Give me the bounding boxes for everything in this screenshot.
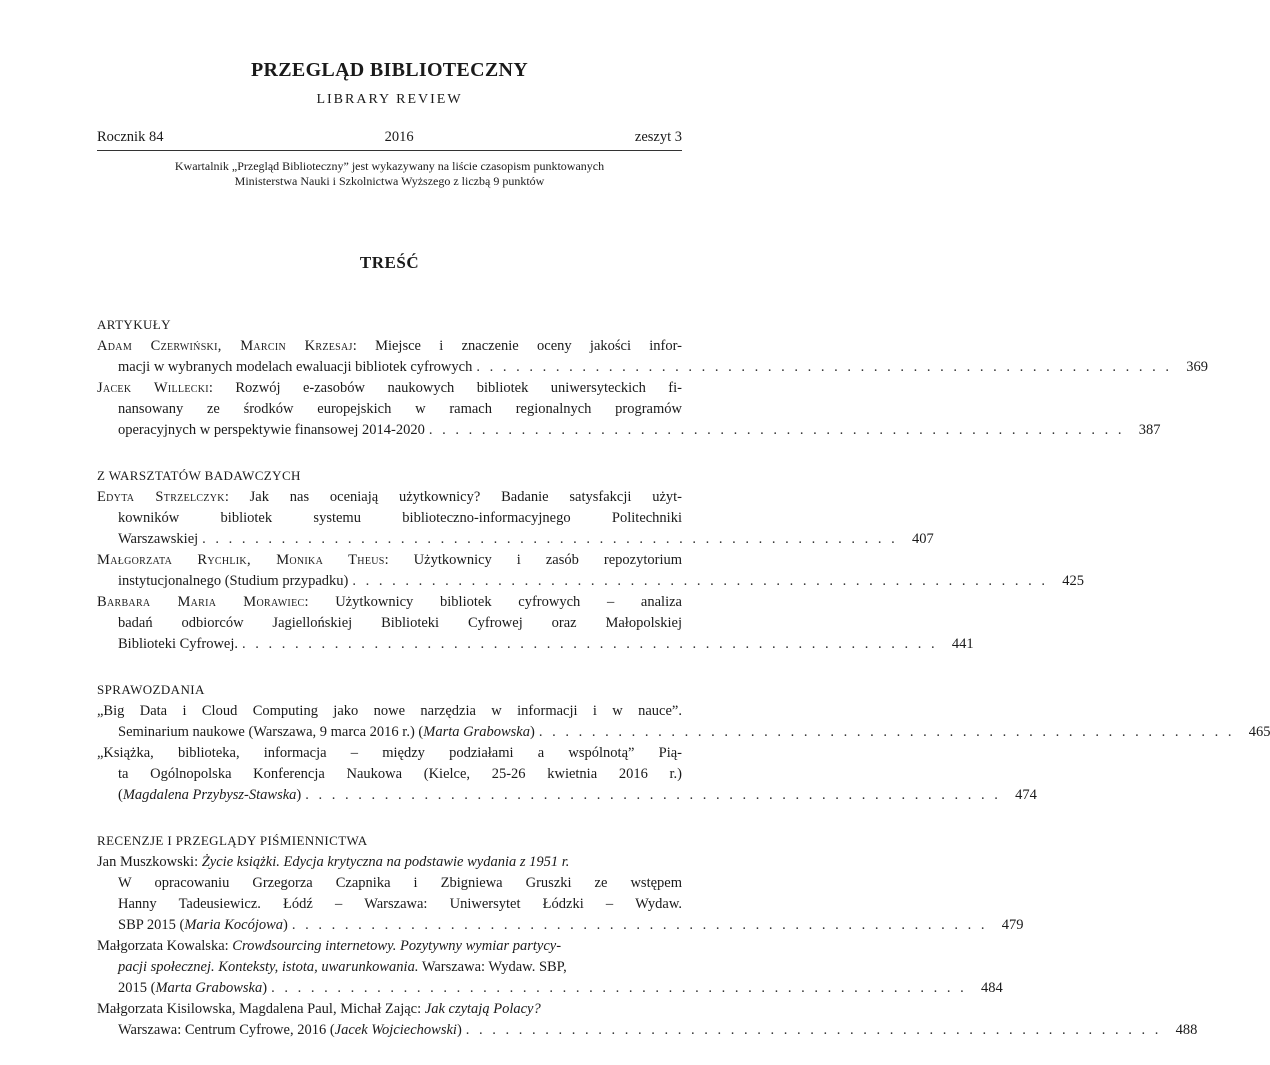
entry-title-line: „Big Data i Cloud Computing jako nowe narzędzia w informacji i w nauce”. [97,703,682,719]
dot-leader: . . . . . . . . . . . . . . . . . . . . . . . . . . . . . . . . . . . . . . . . . . . . . . . . . . . . . [465,1022,1162,1038]
entry-authors: Małgorzata Kisilowska, Magdalena Paul, Michał Zając: [97,1001,425,1017]
entry-page-number: 465 [1248,724,1270,740]
entry-title-line: Biblioteki Cyfrowej. [118,636,239,652]
entry-authors: Barbara Maria Morawiec [97,594,305,610]
notice-line: Ministerstwa Nauki i Szkolnictwa Wyższego z liczbą 9 punktów [234,174,545,188]
closing-paren: ) [530,724,535,740]
entry-title-line: ta Ogólnopolska Konferencja Naukowa (Kielce, 25-26 kwietnia 2016 r.) [118,766,682,782]
toc-entry[interactable]: Małgorzata Rychlik, Monika Theus: Użytkownicy i zasób repozytorium instytucjonalnego (Studium przypadku) . . . . . . . . . . . . . . . . . . . . . . . . . . . . . . . . . . . . . . . . . . . . . . . . . . . . . 425 [97,550,682,592]
entry-reviewer: Marta Grabowska [155,980,263,996]
entry-page-number: 484 [980,980,1003,996]
dot-leader: . . . . . . . . . . . . . . . . . . . . . . . . . . . . . . . . . . . . . . . . . . . . . . . . . . . . . [271,980,967,996]
entry-title-line: Hanny Tadeusiewicz. Łódź – Warszawa: Uniwersytet Łódzki – Wydaw. [118,896,682,912]
toc-entry[interactable] [97,743,1037,806]
toc-entry[interactable]: Adam Czerwiński, Marcin Krzesaj: Miejsce i znaczenie oceny jakości infor- macji w wybranych modelach ewaluacji bibliotek cyfrowych . . . . . . . . . . . . . . . . . . . . . . . . . . . . . . . . . . . . . . . . . . . . . . . . . . . . . 369 [97,336,682,378]
toc-entry[interactable]: Edyta Strzelczyk: Jak nas oceniają użytkownicy? Badanie satysfakcji użyt- kowników bibliotek systemu biblioteczno-informacyjnego Politechniki Warszawskiej . . . . . . . . . . . . . . . . . . . . . . . . . . . . . . . . . . . . . . . . . . . . . . . . . . . . . 407 [97,487,682,550]
ranking-notice [97,159,682,189]
dot-leader: . . . . . . . . . . . . . . . . . . . . . . . . . . . . . . . . . . . . . . . . . . . . . . . . . . . . . [428,422,1125,438]
closing-paren: ) [262,980,268,996]
entry-title-line: macji w wybranych modelach ewaluacji bibliotek cyfrowych [118,359,473,375]
entry-page-number: 407 [912,531,934,547]
entry-title-line: nansowany ze środków europejskich w ramach regionalnych programów [118,401,682,417]
table-of-contents [97,314,1270,1041]
entry-title-line: „Książka, biblioteka, informacja – między podziałami a wspólnotą” Pią- [97,745,682,761]
dot-leader: . . . . . . . . . . . . . . . . . . . . . . . . . . . . . . . . . . . . . . . . . . . . . . . . . . . . . [305,787,1001,803]
journal-page [97,0,1270,1065]
entry-authors: Małgorzata Kowalska: [97,938,233,954]
toc-entry[interactable]: Jacek Willecki: Rozwój e-zasobów naukowych bibliotek uniwersyteckich fi- nansowany ze środków europejskich w ramach regionalnych programów operacyjnych w perspektywie finansowej 2014-2020 . . . . . . . . . . . . . . . . . . . . . . . . . . . . . . . . . . . . . . . . . . . . . . . . . . . . . 387 [97,378,682,441]
toc-entry[interactable] [97,936,1003,999]
journal-title: PRZEGLĄD BIBLIOTECZNY [251,59,528,81]
section-reviews [97,830,1198,1041]
entry-page-number: 488 [1175,1022,1198,1038]
section-articles [97,314,1208,441]
toc-entry[interactable] [97,999,1198,1041]
entry-title-line: kowników bibliotek systemu biblioteczno-informacyjnego Politechniki [118,510,682,526]
section-reports [97,679,1270,806]
notice-line: Kwartalnik „Przegląd Biblioteczny” jest wykazywany na liście czasopism punktowanych [174,159,605,173]
entry-page-number: 387 [1138,422,1161,438]
entry-title-line: operacyjnych w perspektywie finansowej 2014-2020 [118,422,425,438]
journal-subtitle: LIBRARY REVIEW [316,92,463,107]
section-research-workshop [97,465,1084,655]
closing-paren: ) [296,787,302,803]
entry-authors: Jacek Willecki [97,380,209,396]
entry-authors: Edyta Strzelczyk [97,489,225,505]
dot-leader: . . . . . . . . . . . . . . . . . . . . . . . . . . . . . . . . . . . . . . . . . . . . . . . . . . . . . [202,531,898,547]
entry-title-line: badań odbiorców Jagiellońskiej Biblioteki Cyfrowej oraz Małopolskiej [118,615,682,631]
entry-title-line: Warszawskiej [118,531,199,547]
header-divider [97,150,682,151]
entry-title-line: Rozwój e-zasobów naukowych bibliotek uniwersyteckich fi- [235,380,682,396]
dot-leader: . . . . . . . . . . . . . . . . . . . . . . . . . . . . . . . . . . . . . . . . . . . . . . . . . . . . . [476,359,1172,375]
entry-reviewer: Marta Grabowska [423,724,530,740]
entry-title-line: Warszawa: Wydaw. SBP, [418,959,567,975]
entry-authors: Adam Czerwiński, Marcin Krzesaj [97,338,353,354]
entry-title-line: pacji społecznej. Konteksty, istota, uwarunkowania. [118,959,419,975]
dot-leader: . . . . . . . . . . . . . . . . . . . . . . . . . . . . . . . . . . . . . . . . . . . . . . . . . . . . . [352,573,1048,589]
entry-page-number: 425 [1062,573,1084,589]
entry-authors: Jan Muszkowski: [97,854,202,870]
entry-title-line: Jak czytają Polacy? [424,1001,541,1017]
entry-reviewer: Jacek Wojciechowski [334,1022,457,1038]
toc-heading: TREŚĆ [359,253,420,272]
entry-authors: Małgorzata Rychlik, Monika Theus [97,552,385,568]
opening-paren: ( [118,787,123,803]
dot-leader: . . . . . . . . . . . . . . . . . . . . . . . . . . . . . . . . . . . . . . . . . . . . . . . . . . . . . [538,724,1235,740]
closing-paren: ) [283,917,288,933]
issue-label: zeszyt 3 [634,129,682,145]
toc-entry[interactable] [97,852,1024,936]
entry-title-line: Seminarium naukowe (Warszawa, 9 marca 2016 r.) ( [118,724,424,740]
issue-meta [97,127,682,147]
entry-title-line: Crowdsourcing internetowy. Pozytywny wymiar partycy- [232,938,562,954]
entry-page-number: 369 [1186,359,1208,375]
entry-title-line: instytucjonalnego (Studium przypadku) [118,573,349,589]
entry-title-line: 2015 ( [118,980,156,996]
section-title: Z WARSZTATÓW BADAWCZYCH [97,468,301,483]
section-title: SPRAWOZDANIA [97,682,205,697]
entry-title-line: Miejsce i znaczenie oceny jakości infor- [375,338,682,354]
volume-label: Rocznik 84 [97,129,164,145]
entry-page-number: 474 [1015,787,1037,803]
entry-page-number: 479 [1001,917,1024,933]
section-title: ARTYKUŁY [97,317,171,332]
entry-title-line: Użytkownicy bibliotek cyfrowych – analiza [335,594,682,610]
section-title: RECENZJE I PRZEGLĄDY PIŚMIENNICTWA [97,833,368,848]
entry-title-line: SBP 2015 ( [118,917,185,933]
entry-reviewer: Magdalena Przybysz-Stawska [122,787,297,803]
entry-title-line: W opracowaniu Grzegorza Czapnika i Zbigniewa Gruszki ze wstępem [118,875,682,891]
toc-entry[interactable]: Barbara Maria Morawiec: Użytkownicy bibliotek cyfrowych – analiza badań odbiorców Jagiellońskiej Biblioteki Cyfrowej oraz Małopolskiej Biblioteki Cyfrowej. . . . . . . . . . . . . . . . . . . . . . . . . . . . . . . . . . . . . . . . . . . . . . . . . . . . . . 441 [97,592,682,655]
entry-reviewer: Maria Kocójowa [184,917,284,933]
entry-title-line: Życie książki. Edycja krytyczna na podstawie wydania z 1951 r. [201,854,570,870]
dot-leader: . . . . . . . . . . . . . . . . . . . . . . . . . . . . . . . . . . . . . . . . . . . . . . . . . . . . . [291,917,988,933]
entry-title-line: Warszawa: Centrum Cyfrowe, 2016 ( [118,1022,335,1038]
dot-leader: . . . . . . . . . . . . . . . . . . . . . . . . . . . . . . . . . . . . . . . . . . . . . . . . . . . . . [242,636,938,652]
year-label: 2016 [384,129,414,145]
entry-title-line: Jak nas oceniają użytkownicy? Badanie satysfakcji użyt- [249,489,682,505]
toc-entry[interactable] [97,701,1270,743]
entry-title-line: Użytkownicy i zasób repozytorium [413,552,682,568]
entry-page-number: 441 [951,636,974,652]
closing-paren: ) [456,1022,462,1038]
